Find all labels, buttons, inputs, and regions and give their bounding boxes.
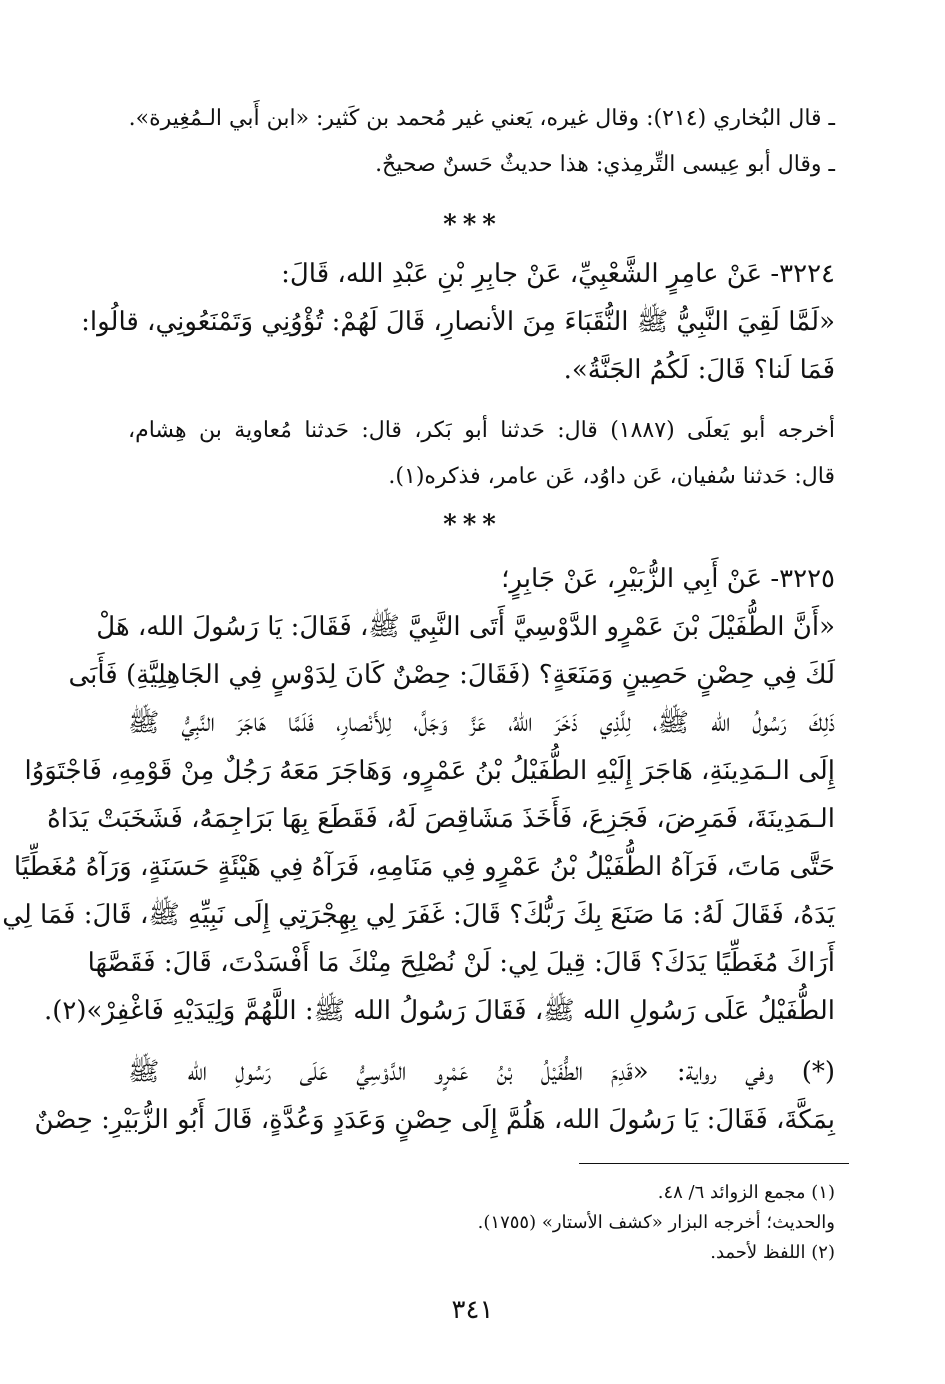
intro-line-2: ـ وقال أبو عِيسى التِّرمِذي: هذا حديثٌ حَسنٌ صحيحٌ. [375,152,835,177]
hadith-3225 [2,555,835,1035]
page-number: ٣٤١ [451,1295,494,1325]
footnotes [128,1178,835,1268]
hadith-3225-line-3: لَكَ فِي حِصْنٍ حَصِينٍ وَمَنَعَةٍ؟ (فَقَالَ: حِصْنٌ كَانَ لِدَوْسٍ فِي الجَاهِلِيَّةِ) فَأَبَى [68,660,835,690]
hadith-3224-line-2: «لَمَّا لَقِيَ النَّبِيُّ ﷺ النُّقَبَاءَ مِنَ الأنصارِ، قَالَ لَهُمْ: تُؤْوُنِي وَتَمْنَعُونِي، قالُوا: [81,307,835,337]
hadith-3225-heading: ٣٢٢٥- عَنْ أَبِي الزُّبَيْرِ، عَنْ جَابِرٍ؛ [501,564,835,594]
footnote-divider [579,1163,849,1164]
hadith-3225-line-9: أَرَاكَ مُغَطِّيًا يَدَكَ؟ قَالَ: قِيلَ لِي: لَنْ نُصْلِحَ مِنْكَ مَا أَفْسَدْتَ، قَالَ: فَقَصَّهَا [87,948,835,978]
footnote-1-continued: والحديث؛ أخرجه البزار «كشف الأستار» (١٧٥٥). [477,1212,835,1233]
hadith-3225-line-2: «أَنَّ الطُّفَيْلَ بْنَ عَمْرٍو الدَّوْسِيَّ أَتَى النَّبِيَّ ﷺ، فَقَالَ: يَا رَسُولَ الله، هَلْ [96,612,835,642]
riwaya-line-2: بِمَكَّةَ، فَقَالَ: يَا رَسُولَ الله، هَلُمَّ إِلَى حِصْنٍ وَعَدَدٍ وَعُدَّةٍ، قَالَ أَبُو الزُّبَيْرِ: حِصْنٌ [34,1105,835,1135]
intro-notes [128,96,835,188]
riwaya-line-1: (*) وفي رواية: «قَدِمَ الطُّفَيْلُ بْنُ عَمْرٍو الدَّوْسِيُّ عَلَى رَسُولِ الله ﷺ [128,1057,835,1087]
takhrij-line-1: أخرجه أبو يَعلَى (١٨٨٧) قال: حَدثنا أبو بَكر، قال: حَدثنا مُعاوية بن هِشام، [128,418,836,443]
takhrij-line-2: قال: حَدثنا سُفيان، عَن داوُد، عَن عامر، فذكره(١). [388,464,835,489]
takhrij-3224 [128,408,835,500]
intro-line-1: ـ قال البُخاري (٢١٤): وقال غيره، يَعني غير مُحمد بن كَثير: «ابن أَبي الـمُغِيرة». [128,106,835,131]
section-separator: *** [443,210,502,240]
hadith-3224 [81,250,835,394]
hadith-3224-heading: ٣٢٢٤- عَنْ عامِرٍ الشَّعْبِيِّ، عَنْ جابِرِ بْنِ عَبْدِ الله، قَالَ: [281,259,835,289]
hadith-3225-line-4: ذَلِكَ رَسُولُ الله ﷺ، لِلَّذِي ذَخَرَ اللهُ، عَزَّ وَجَلَّ، لِلأَنْصارِ، فَلَمَّا هَاجَرَ النَّبِيُّ ﷺ [128,708,835,738]
hadith-3225-line-10: الطُّفَيْلُ عَلَى رَسُولِ الله ﷺ، فَقَالَ رَسُولُ الله ﷺ: اللَّهُمَّ وَلِيَدَيْهِ فَاغْفِرْ»(٢). [43,996,835,1026]
footnote-1: (١) مجمع الزوائد ٦/ ٤٨. [657,1182,835,1203]
hadith-3225-line-8: يَدَهُ، فَقَالَ لَهُ: مَا صَنَعَ بِكَ رَبُّكَ؟ قَالَ: غَفَرَ لِي بِهِجْرَتِي إِلَى نَبِيِّهِ ﷺ، قَالَ: فَمَا لِي [2,900,835,930]
section-separator-2: *** [443,510,502,540]
hadith-3224-line-3: فَمَا لَنا؟ قَالَ: لَكُمُ الجَنَّةُ». [563,355,835,385]
hadith-3225-line-7: حَتَّى مَاتَ، فَرَآهُ الطُّفَيْلُ بْنُ عَمْرٍو فِي مَنَامِهِ، فَرَآهُ فِي هَيْئَةٍ حَسَنَةٍ، وَرَآهُ مُغَطِّيًا [13,852,835,882]
riwaya-note [34,1048,835,1144]
footnote-2: (٢) اللفظ لأحمد. [710,1242,835,1263]
hadith-3225-line-5: إِلَى الـمَدِينَةِ، هَاجَرَ إِلَيْهِ الطُّفَيْلُ بْنُ عَمْرٍو، وَهَاجَرَ مَعَهُ رَجُلٌ مِنْ قَوْمِهِ، فَاجْتَوَوُا [24,756,835,786]
hadith-3225-line-6: الـمَدِينَةَ، فَمَرِضَ، فَجَزِعَ، فَأَخَذَ مَشَاقِصَ لَهُ، فَقَطَعَ بِهَا بَرَاجِمَهُ، فَشَخَبَتْ يَدَاهُ [47,804,835,834]
